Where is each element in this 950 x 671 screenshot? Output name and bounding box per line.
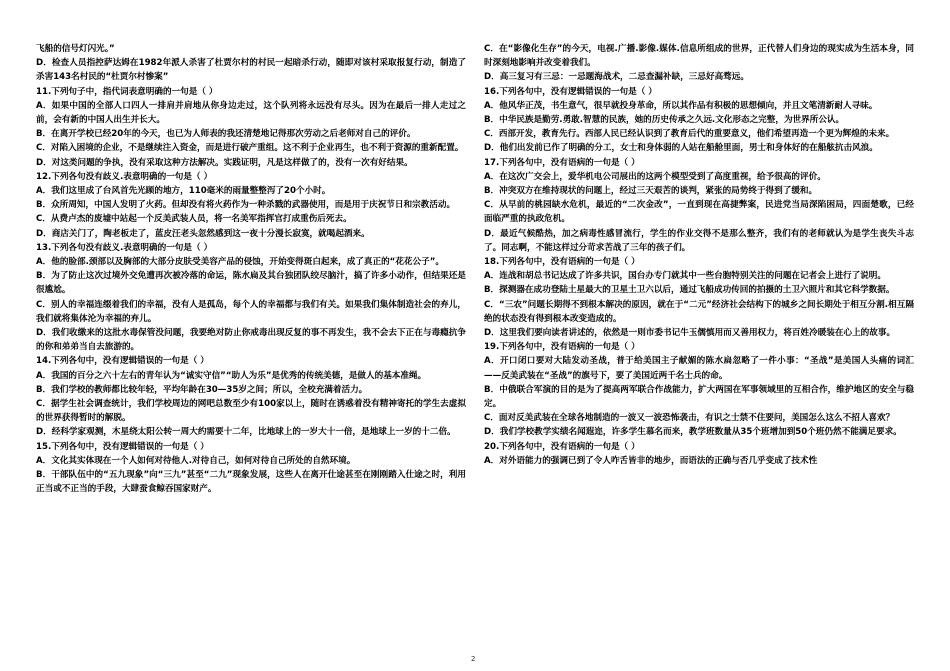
text-paragraph: A．对外语能力的强调已到了令人咋舌皆非的地步，而语法的正确与否几乎变成了技术性: [484, 455, 818, 466]
text-paragraph: B．为了防止这次过境外交免遭再次被冷落的命运，陈水扁及其台独团队绞尽脑汁，搞了许多小动作，但结果还是很尴尬。: [36, 271, 466, 296]
text-paragraph: 飞船的信号灯闪光。”: [36, 44, 115, 54]
text-paragraph: C．西部开发，教育先行。西部人民已经认识到了教育后代的重要意义，他们希望再造一个更为辉煌的未来。: [484, 129, 895, 140]
text-paragraph: A．如果中国的全部人口四人一排肩并肩地从你身边走过，这个队列将永远没有尽头。因为在最后一排人走过之前，会有新的中国人出生并长大。: [36, 100, 466, 126]
text-paragraph: C．据学生社会调查统计，我们学校周边的网吧总数至少有100家以上，随时在诱惑着没有精神寄托的学生去虚拟的世界获得暂时的解脱。: [36, 399, 466, 424]
text-paragraph: A．他的脸部.颈部以及胸部的大部分皮肤受美容产品的侵蚀，开始变得斑白起来，成了真正的“花花公子”。: [36, 257, 444, 268]
text-paragraph: C．面对反美武装在全球各地制造的一波又一波恐怖袭击，有识之士禁不住要问，美国怎么这么不招人喜欢？: [484, 413, 895, 424]
text-paragraph: B．干部队伍中的“五九现象”向“三九”甚至“二九”现象发展，这些人在离开仕途甚至在刚刚踏入仕途之时，利用正当或不正当的手段，大肆蚕食鲸吞国家财产。: [36, 470, 466, 495]
text-paragraph: A．我们这里成了台风首先光顾的地方，110毫米的雨量整整泻了20个小时。: [36, 186, 331, 197]
text-paragraph: D．对这类问题的争执，没有采取这种方法解决。实践证明，凡是这样做了的，没有一次有好结果。: [36, 157, 413, 168]
text-paragraph: 15.下列各句中，没有逻辑错误的一句是（ ）: [36, 441, 209, 452]
text-paragraph: C．在“影像化生存”的今天，电视.广播.影像.媒体.信息所组成的世界，正代替人们身边的现实成为生活本身，同时深刻地影响并改变着我们。: [484, 44, 914, 69]
text-paragraph: B．冲突双方在维持现状的问题上，经过三天艰苦的谈判，紧张的局势终于得到了缓和。: [484, 186, 818, 197]
text-paragraph: C．从费卢杰的废墟中站起一个反美武装人员，将一名美军指挥官打成重伤后死去。: [36, 214, 352, 225]
text-paragraph: C．“三农”问题长期得不到根本解决的原因，就在于“二元”经济社会结构下的城乡之间长期处于相互分割.相互隔绝的状态没有得到根本改变造成的。: [484, 299, 914, 324]
text-paragraph: 16.下列各句中，没有逻辑错误的一句是（ ）: [484, 86, 657, 97]
text-paragraph: C．对陷入困境的企业，不是继续注入资金，而是进行破产重组。这不利于企业再生，也不利于资源的重新配置。: [36, 143, 464, 154]
text-paragraph: 14.下列各句中，没有逻辑错误的一句是（ ）: [36, 356, 209, 367]
text-paragraph: 18.下列各句中，没有语病的一句是（ ）: [484, 257, 640, 268]
text-paragraph: B．我们学校的教师都比较年轻，平均年龄在30—35岁之间；所以，全校充满着活力。: [36, 384, 368, 395]
text-paragraph: 19.下列各句中，没有语病的一句是（ ）: [484, 342, 640, 353]
text-paragraph: A．文化其实体现在一个人如何对待他人.对待自己，如何对待自己所处的自然环境。: [36, 455, 356, 466]
text-paragraph: D．检查人员指控萨达姆在1982年派人杀害了杜贾尔村的村民一起暗杀行动，随即对该村采取报复行动，制造了杀害143名村民的“杜贾尔村惨案”: [36, 58, 466, 83]
text-paragraph: 20.下列各句中，没有语病的一句是（ ）: [484, 441, 640, 452]
text-paragraph: A．在这次广交会上，爱华机电公司展出的这两个模型受到了高度重视，给予很高的评价。: [484, 171, 826, 182]
text-paragraph: D．最近气候酷热，加之病毒性感冒流行，学生的作业交得不是那么整齐，我们有的老师就认为是学生丧失斗志了。同志啊，不能这样过分苛求苦战了三年的孩子们。: [484, 228, 914, 253]
text-paragraph: C．从早前的桃园缺水危机，最近的“二次金改”，一直到现在高捷弊案，民进党当局深陷困局，四面楚歌，已经面临严重的执政危机。: [484, 200, 914, 225]
left-column: [36, 42, 466, 497]
text-paragraph: B．在离开学校已经20年的今天，也已为人师表的我还清楚地记得那次劳动之后老师对自己的评价。: [36, 129, 416, 140]
text-paragraph: 11.下列句子中，指代词表意明确的一句是（ ）: [36, 86, 218, 97]
text-paragraph: D．高三复习有三忌：一忌题海战术，二忌查漏补缺，三忌好高骛远。: [484, 72, 749, 83]
text-paragraph: D．经科学家观测，木星绕太阳公转一周大约需要十二年，比地球上的一岁大十一倍，是地球上一岁的十二倍。: [36, 427, 456, 438]
text-paragraph: A．我国的百分之六十左右的青年认为“诚实守信”“助人为乐”是优秀的传统美德，是做人的基本准绳。: [36, 370, 427, 381]
text-paragraph: A．连战和胡总书记达成了许多共识，国台办专门就其中一些台胞特别关注的问题在记者会上进行了说明。: [484, 271, 886, 282]
text-paragraph: A．他风华正茂，书生意气，很早就投身革命，所以其作品有积极的思想倾向，并且文笔清新耐人寻味。: [484, 100, 878, 111]
text-paragraph: D．我们收缴来的这批水毒保管没问题，我要绝对防止你戒毒出现反复的事不再发生，我不会去下正在与毒瘾抗争的你和弟弟当自去旅游的。: [36, 328, 466, 353]
text-paragraph: B．探测器在成功登陆土星最大的卫星土卫六以后，通过飞船成功传回的拍摄的土卫六照片和其它科学数据。: [484, 285, 895, 296]
text-paragraph: D．他们出发前已作了明确的分工，女士和身体弱的人站在船舱里面，男士和身体好的在船舷抗击风浪。: [484, 143, 878, 154]
text-paragraph: B．中华民族是勤劳.勇敢.智慧的民族，她的历史传承之久远.文化形态之完整，为世界所公认。: [484, 115, 845, 126]
text-paragraph: D．这里我们要向读者讲述的，依然是一则市委书记牛玉儒慎用而又善用权力，将百姓冷暖装在心上的故事。: [484, 328, 896, 339]
text-paragraph: 13.下列各句没有歧义.表意明确的一句是（ ）: [36, 242, 213, 253]
text-paragraph: 17.下列各句中，没有语病的一句是（ ）: [484, 157, 640, 168]
text-paragraph: B．中俄联合军演的目的是为了提高两军联合作战能力，扩大两国在军事领域里的互相合作，维护地区的安全与稳定。: [484, 384, 914, 410]
text-paragraph: D．我们学校教学实绩名闻遐迩，许多学生慕名而来，教学班数量从35个班增加到50个班仍然不能满足要求。: [484, 427, 902, 438]
page-number: 2: [471, 655, 476, 663]
text-paragraph: A．开口闭口要对大陆发动圣战，普于给美国主子献媚的陈水扁忽略了一件小事：“圣战”是美国人头痛的词汇——反美武装在“圣战”的旗号下，要了美国近两千名士兵的命。: [484, 356, 914, 381]
text-paragraph: B．众所周知，中国人发明了火药。但却没有将火药作为一种杀戮的武器使用，而是用于庆祝节日和宗教活动。: [36, 200, 456, 211]
text-paragraph: C．别人的幸福连缀着我们的幸福，没有人是孤岛，每个人的幸福都与我们有关。如果我们集体制造社会的弃儿，我们就将集体沦为幸福的弃儿。: [36, 299, 466, 324]
right-column: [484, 42, 914, 468]
text-paragraph: 12.下列各句没有歧义.表意明确的一句是（ ）: [36, 171, 213, 182]
text-paragraph: D．商店关门了，陶老板走了，蓝皮汪老头忽然感到这一夜十分漫长寂寞，就喝起酒来。: [36, 228, 370, 239]
